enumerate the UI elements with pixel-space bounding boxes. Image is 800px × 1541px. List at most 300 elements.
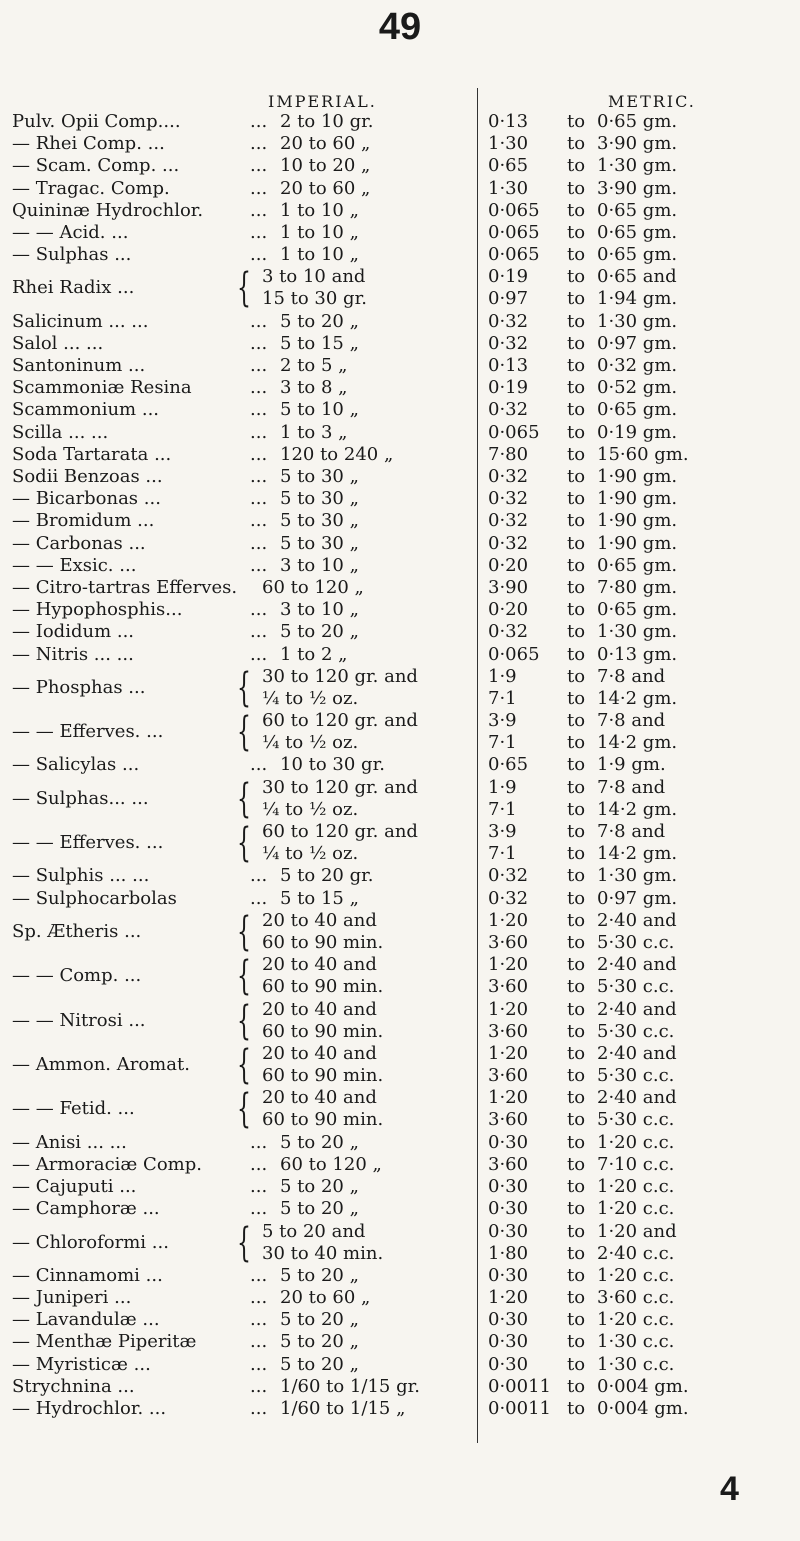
metric-low: 0·30: [488, 1176, 529, 1198]
to-word: to: [567, 665, 586, 687]
to-word: to: [567, 1242, 586, 1264]
to-word: to: [567, 1131, 586, 1153]
imperial-dose: 5 to 20 gr.: [280, 865, 374, 887]
drug-name: — Sulphas... ...: [12, 787, 149, 809]
table-row: [0, 621, 800, 643]
to-word: to: [567, 887, 586, 909]
drug-name: — Menthæ Piperitæ: [12, 1331, 197, 1353]
metric-high: 1·20 c.c.: [597, 1131, 675, 1153]
table-row: [0, 1287, 800, 1309]
to-word: to: [567, 488, 586, 510]
to-word: to: [567, 954, 586, 976]
table-row: [0, 488, 800, 510]
to-word: to: [567, 1375, 586, 1397]
imperial-dose-line1: 20 to 40 and: [262, 1087, 377, 1109]
metric-high-line1: 7·8 and: [597, 665, 666, 687]
drug-name: Rhei Radix ...: [12, 277, 135, 299]
to-word: to: [567, 1065, 586, 1086]
dosage-table: [0, 111, 800, 1420]
brace-icon: {: [237, 1086, 251, 1133]
imperial-dose: 20 to 60 „: [280, 1287, 371, 1309]
metric-high: 1·20 c.c.: [597, 1176, 675, 1198]
imperial-dose: 120 to 240 „: [280, 443, 394, 465]
metric-low-line2: 7·1: [488, 843, 517, 865]
imperial-dose: 5 to 20 „: [280, 621, 359, 643]
to-word: to: [567, 599, 586, 621]
imperial-dose: 5 to 20 „: [280, 1131, 359, 1153]
leader-dots: ...: [250, 1264, 268, 1286]
drug-name: — Bicarbonas ...: [12, 488, 161, 510]
imperial-dose-line1: 5 to 20 and: [262, 1220, 366, 1242]
metric-low: 0·30: [488, 1264, 529, 1286]
metric-low: 0·32: [488, 865, 529, 887]
imperial-dose-line1: 20 to 40 and: [262, 954, 377, 976]
drug-name: — Chloroformi ...: [12, 1231, 169, 1253]
to-word: to: [567, 1309, 586, 1331]
to-word: to: [567, 1198, 586, 1220]
drug-name: — Bromidum ...: [12, 510, 155, 532]
table-row: [0, 1398, 800, 1420]
table-row: [0, 200, 800, 222]
to-word: to: [567, 221, 586, 243]
metric-high-line2: 14·2 gm.: [597, 732, 678, 754]
leader-dots: ...: [250, 310, 268, 332]
drug-name: Pulv. Opii Comp....: [12, 111, 181, 132]
metric-low-line2: 3·60: [488, 931, 529, 953]
to-word: to: [567, 931, 586, 953]
brace-icon: {: [237, 908, 251, 955]
metric-low-line2: 3·60: [488, 1020, 529, 1042]
imperial-dose-line2: 60 to 90 min.: [262, 1065, 384, 1086]
metric-high: 0·65 gm.: [597, 599, 678, 621]
drug-name: — — Nitrosi ...: [12, 1009, 146, 1031]
leader-dots: ...: [250, 177, 268, 199]
drug-name: Santoninum ...: [12, 355, 146, 377]
metric-low-line1: 1·20: [488, 1043, 529, 1064]
drug-name: — — Efferves. ...: [12, 832, 164, 854]
table-row: [0, 666, 800, 710]
metric-high: 1·30 gm.: [597, 310, 678, 332]
metric-low: 0·065: [488, 199, 540, 221]
imperial-dose: 5 to 20 „: [280, 1264, 359, 1286]
drug-name: — — Fetid. ...: [12, 1098, 135, 1120]
table-row: [0, 1154, 800, 1176]
metric-low-line1: 0·19: [488, 266, 529, 288]
leader-dots: ...: [250, 1198, 268, 1220]
imperial-dose: 2 to 5 „: [280, 355, 348, 377]
metric-low-line1: 1·20: [488, 954, 529, 976]
leader-dots: ...: [250, 1309, 268, 1331]
leader-dots: ...: [250, 1287, 268, 1309]
metric-low: 0·20: [488, 599, 529, 621]
drug-name: Scammonium ...: [12, 399, 160, 421]
table-row: [0, 377, 800, 399]
table-row: [0, 178, 800, 200]
leader-dots: ...: [250, 1331, 268, 1353]
imperial-dose: 5 to 30 „: [280, 466, 359, 488]
imperial-dose-line1: 20 to 40 and: [262, 998, 377, 1020]
table-row: [0, 1087, 800, 1131]
table-row: [0, 1221, 800, 1265]
table-row: [0, 999, 800, 1043]
table-row: [0, 1309, 800, 1331]
drug-name: — Hydrochlor. ...: [12, 1398, 167, 1420]
to-word: to: [567, 1398, 586, 1420]
metric-low: 0·20: [488, 554, 529, 576]
metric-high: 1·20 c.c.: [597, 1198, 675, 1220]
metric-high: 0·004 gm.: [597, 1398, 689, 1420]
page-footer-number: 4: [720, 1470, 739, 1508]
metric-header: METRIC.: [608, 92, 696, 111]
imperial-dose: 10 to 20 „: [280, 155, 371, 177]
metric-low-line2: 0·97: [488, 288, 529, 310]
metric-low-line1: 1·9: [488, 665, 517, 687]
metric-high-line1: 2·40 and: [597, 998, 677, 1020]
metric-high: 1·90 gm.: [597, 532, 678, 554]
metric-high-line1: 1·20 and: [597, 1220, 677, 1242]
imperial-dose-line1: 30 to 120 gr. and: [262, 665, 418, 687]
to-word: to: [567, 133, 586, 155]
drug-name: Soda Tartarata ...: [12, 443, 172, 465]
leader-dots: ...: [250, 865, 268, 887]
metric-high: 15·60 gm.: [597, 443, 689, 465]
metric-high: 0·52 gm.: [597, 377, 678, 399]
imperial-dose-line1: 20 to 40 and: [262, 909, 377, 931]
to-word: to: [567, 643, 586, 665]
table-row: [0, 1265, 800, 1287]
metric-low: 0·30: [488, 1353, 529, 1375]
imperial-dose: 5 to 30 „: [280, 488, 359, 510]
metric-low: 0·30: [488, 1198, 529, 1220]
leader-dots: ...: [250, 244, 268, 266]
table-row: [0, 333, 800, 355]
imperial-dose-line2: ¼ to ½ oz.: [262, 843, 359, 865]
metric-high-line2: 5·30 c.c.: [597, 976, 675, 998]
leader-dots: ...: [250, 554, 268, 576]
to-word: to: [567, 821, 586, 843]
metric-high: 0·65 gm.: [597, 221, 678, 243]
imperial-dose: 60 to 120 „: [280, 1153, 382, 1175]
table-row: [0, 954, 800, 998]
leader-dots: ...: [250, 1375, 268, 1397]
to-word: to: [567, 399, 586, 421]
metric-low: 0·065: [488, 221, 540, 243]
to-word: to: [567, 843, 586, 865]
metric-high: 0·65 gm.: [597, 554, 678, 576]
leader-dots: ...: [250, 488, 268, 510]
table-row: [0, 533, 800, 555]
imperial-dose: 1/60 to 1/15 gr.: [280, 1375, 420, 1397]
to-word: to: [567, 466, 586, 488]
leader-dots: ...: [250, 221, 268, 243]
metric-high: 1·20 c.c.: [597, 1264, 675, 1286]
to-word: to: [567, 1087, 586, 1109]
drug-name: — — Efferves. ...: [12, 721, 164, 743]
metric-high: 0·004 gm.: [597, 1375, 689, 1397]
to-word: to: [567, 1176, 586, 1198]
to-word: to: [567, 798, 586, 820]
leader-dots: ...: [250, 510, 268, 532]
to-word: to: [567, 421, 586, 443]
drug-name: — Cinnamomi ...: [12, 1264, 163, 1286]
metric-low: 0·32: [488, 621, 529, 643]
table-row: [0, 1043, 800, 1087]
imperial-dose: 1 to 10 „: [280, 199, 359, 221]
drug-name: — Myristicæ ...: [12, 1353, 151, 1375]
table-row: [0, 1132, 800, 1154]
metric-high-line1: 7·8 and: [597, 710, 666, 732]
metric-high: 0·65 gm.: [597, 199, 678, 221]
imperial-dose: 3 to 8 „: [280, 377, 348, 399]
metric-high: 1·90 gm.: [597, 510, 678, 532]
brace-icon: {: [237, 997, 251, 1044]
table-row: [0, 865, 800, 887]
table-row: [0, 777, 800, 821]
imperial-dose: 60 to 120 „: [262, 576, 364, 598]
drug-name: — Hypophosphis...: [12, 599, 183, 621]
metric-low-line2: 7·1: [488, 687, 517, 709]
to-word: to: [567, 1109, 586, 1131]
drug-name: Salicinum ... ...: [12, 310, 149, 332]
metric-low-line2: 3·60: [488, 1065, 529, 1086]
drug-name: — Ammon. Aromat.: [12, 1054, 190, 1075]
metric-high: 0·13 gm.: [597, 643, 678, 665]
to-word: to: [567, 1020, 586, 1042]
metric-high-line1: 7·8 and: [597, 821, 666, 843]
brace-icon: {: [237, 1042, 251, 1088]
drug-name: — Phosphas ...: [12, 676, 146, 698]
metric-low: 0·65: [488, 155, 529, 177]
table-row: [0, 510, 800, 532]
metric-low-line1: 3·9: [488, 821, 517, 843]
metric-high-line2: 5·30 c.c.: [597, 1109, 675, 1131]
metric-high: 3·90 gm.: [597, 133, 678, 155]
table-row: [0, 644, 800, 666]
table-row: [0, 399, 800, 421]
drug-name: — Scam. Comp. ...: [12, 155, 180, 177]
drug-name: — Sulphis ... ...: [12, 865, 150, 887]
imperial-dose: 1 to 10 „: [280, 221, 359, 243]
brace-icon: {: [237, 664, 251, 711]
leader-dots: ...: [250, 443, 268, 465]
to-word: to: [567, 909, 586, 931]
leader-dots: ...: [250, 466, 268, 488]
drug-name: Scammoniæ Resina: [12, 377, 192, 399]
leader-dots: ...: [250, 355, 268, 377]
metric-low: 0·32: [488, 310, 529, 332]
drug-name: — Sulphas ...: [12, 244, 132, 266]
imperial-dose-line2: 60 to 90 min.: [262, 976, 384, 998]
leader-dots: ...: [250, 332, 268, 354]
to-word: to: [567, 510, 586, 532]
leader-dots: ...: [250, 599, 268, 621]
to-word: to: [567, 177, 586, 199]
table-row: [0, 910, 800, 954]
metric-high-line1: 2·40 and: [597, 909, 677, 931]
to-word: to: [567, 576, 586, 598]
table-row: [0, 577, 800, 599]
to-word: to: [567, 355, 586, 377]
imperial-dose-line1: 30 to 120 gr. and: [262, 776, 418, 798]
metric-low: 0·065: [488, 421, 540, 443]
imperial-dose: 3 to 10 „: [280, 554, 359, 576]
metric-high-line1: 2·40 and: [597, 1087, 677, 1109]
brace-icon: {: [237, 265, 251, 312]
metric-high: 1·30 gm.: [597, 155, 678, 177]
metric-low: 0·19: [488, 377, 529, 399]
metric-low-line1: 1·20: [488, 1087, 529, 1109]
leader-dots: ...: [250, 621, 268, 643]
leader-dots: ...: [250, 1176, 268, 1198]
imperial-dose-line2: ¼ to ½ oz.: [262, 687, 359, 709]
metric-high: 0·97 gm.: [597, 332, 678, 354]
imperial-dose: 5 to 20 „: [280, 1331, 359, 1353]
leader-dots: ...: [250, 399, 268, 421]
metric-low: 0·30: [488, 1331, 529, 1353]
drug-name: Scilla ... ...: [12, 421, 109, 443]
metric-low: 0·13: [488, 355, 529, 377]
imperial-dose-line2: ¼ to ½ oz.: [262, 732, 359, 754]
drug-name: — — Comp. ...: [12, 965, 142, 987]
to-word: to: [567, 976, 586, 998]
table-row: [0, 710, 800, 754]
metric-high: 0·32 gm.: [597, 355, 678, 377]
brace-icon: {: [237, 820, 251, 867]
imperial-dose: 5 to 20 „: [280, 1176, 359, 1198]
drug-name: Sodii Benzoas ...: [12, 466, 163, 488]
drug-name: Sp. Ætheris ...: [12, 920, 142, 942]
to-word: to: [567, 865, 586, 887]
metric-low-line2: 7·1: [488, 798, 517, 820]
metric-high: 1·30 c.c.: [597, 1331, 675, 1353]
metric-high-line1: 0·65 and: [597, 266, 677, 288]
metric-low: 0·32: [488, 466, 529, 488]
imperial-dose-line1: 3 to 10 and: [262, 266, 366, 288]
metric-low: 0·32: [488, 887, 529, 909]
imperial-header: IMPERIAL.: [268, 92, 377, 111]
metric-high: 1·30 gm.: [597, 865, 678, 887]
metric-high: 7·80 gm.: [597, 576, 678, 598]
to-word: to: [567, 199, 586, 221]
imperial-dose-line2: 60 to 90 min.: [262, 931, 384, 953]
imperial-dose: 5 to 15 „: [280, 332, 359, 354]
drug-name: — Carbonas ...: [12, 532, 146, 554]
imperial-dose: 1/60 to 1/15 „: [280, 1398, 406, 1420]
metric-low: 0·32: [488, 510, 529, 532]
to-word: to: [567, 266, 586, 288]
metric-low: 3·90: [488, 576, 529, 598]
metric-low: 0·065: [488, 244, 540, 266]
drug-name: — — Exsic. ...: [12, 554, 137, 576]
to-word: to: [567, 710, 586, 732]
to-word: to: [567, 732, 586, 754]
drug-name: — Lavandulæ ...: [12, 1309, 160, 1331]
to-word: to: [567, 310, 586, 332]
metric-low: 0·0011: [488, 1375, 551, 1397]
to-word: to: [567, 155, 586, 177]
to-word: to: [567, 998, 586, 1020]
drug-name: — Sulphocarbolas: [12, 887, 177, 909]
imperial-dose: 1 to 10 „: [280, 244, 359, 266]
metric-high-line2: 5·30 c.c.: [597, 1020, 675, 1042]
metric-high: 1·30 c.c.: [597, 1353, 675, 1375]
metric-high: 3·60 c.c.: [597, 1287, 675, 1309]
metric-low-line1: 1·20: [488, 998, 529, 1020]
imperial-dose-line2: 30 to 40 min.: [262, 1242, 384, 1264]
drug-name: — Rhei Comp. ...: [12, 133, 165, 155]
metric-low: 0·65: [488, 754, 529, 776]
drug-name: — Citro-tartras Efferves.: [12, 576, 238, 598]
imperial-dose-line2: ¼ to ½ oz.: [262, 798, 359, 820]
leader-dots: ...: [250, 421, 268, 443]
metric-high: 0·97 gm.: [597, 887, 678, 909]
metric-high: 1·9 gm.: [597, 754, 666, 776]
drug-name: — Anisi ... ...: [12, 1131, 127, 1153]
drug-name: — Salicylas ...: [12, 754, 140, 776]
metric-low: 0·32: [488, 532, 529, 554]
table-row: [0, 1198, 800, 1220]
drug-name: — Juniperi ...: [12, 1287, 132, 1309]
metric-high: 0·65 gm.: [597, 399, 678, 421]
metric-high-line1: 2·40 and: [597, 1043, 677, 1064]
to-word: to: [567, 532, 586, 554]
to-word: to: [567, 111, 586, 132]
leader-dots: ...: [250, 1153, 268, 1175]
table-row: [0, 888, 800, 910]
imperial-dose: 20 to 60 „: [280, 177, 371, 199]
metric-low-line1: 0·30: [488, 1220, 529, 1242]
leader-dots: ...: [250, 754, 268, 776]
metric-low: 3·60: [488, 1153, 529, 1175]
to-word: to: [567, 776, 586, 798]
metric-high-line2: 14·2 gm.: [597, 687, 678, 709]
table-row: [0, 555, 800, 577]
metric-low-line1: 1·20: [488, 909, 529, 931]
leader-dots: ...: [250, 1353, 268, 1375]
metric-high: 0·19 gm.: [597, 421, 678, 443]
drug-name: — Camphoræ ...: [12, 1198, 160, 1220]
drug-name: — Iodidum ...: [12, 621, 135, 643]
metric-high-line2: 5·30 c.c.: [597, 1065, 675, 1086]
imperial-dose: 1 to 2 „: [280, 643, 348, 665]
to-word: to: [567, 1153, 586, 1175]
table-row: [0, 1354, 800, 1376]
imperial-dose: 3 to 10 „: [280, 599, 359, 621]
metric-high: 1·90 gm.: [597, 466, 678, 488]
to-word: to: [567, 1264, 586, 1286]
page-number: 49: [378, 6, 422, 48]
leader-dots: ...: [250, 887, 268, 909]
imperial-dose-line1: 20 to 40 and: [262, 1043, 377, 1064]
table-row: [0, 444, 800, 466]
to-word: to: [567, 1331, 586, 1353]
leader-dots: ...: [250, 1398, 268, 1420]
table-row: [0, 155, 800, 177]
leader-dots: ...: [250, 377, 268, 399]
table-row: [0, 111, 800, 133]
drug-name: Strychnina ...: [12, 1375, 135, 1397]
table-row: [0, 311, 800, 333]
metric-low: 0·0011: [488, 1398, 551, 1420]
imperial-dose: 5 to 20 „: [280, 1353, 359, 1375]
to-word: to: [567, 288, 586, 310]
to-word: to: [567, 554, 586, 576]
imperial-dose: 5 to 30 „: [280, 510, 359, 532]
metric-low: 0·32: [488, 399, 529, 421]
drug-name: — Cajuputi ...: [12, 1176, 137, 1198]
to-word: to: [567, 687, 586, 709]
to-word: to: [567, 377, 586, 399]
